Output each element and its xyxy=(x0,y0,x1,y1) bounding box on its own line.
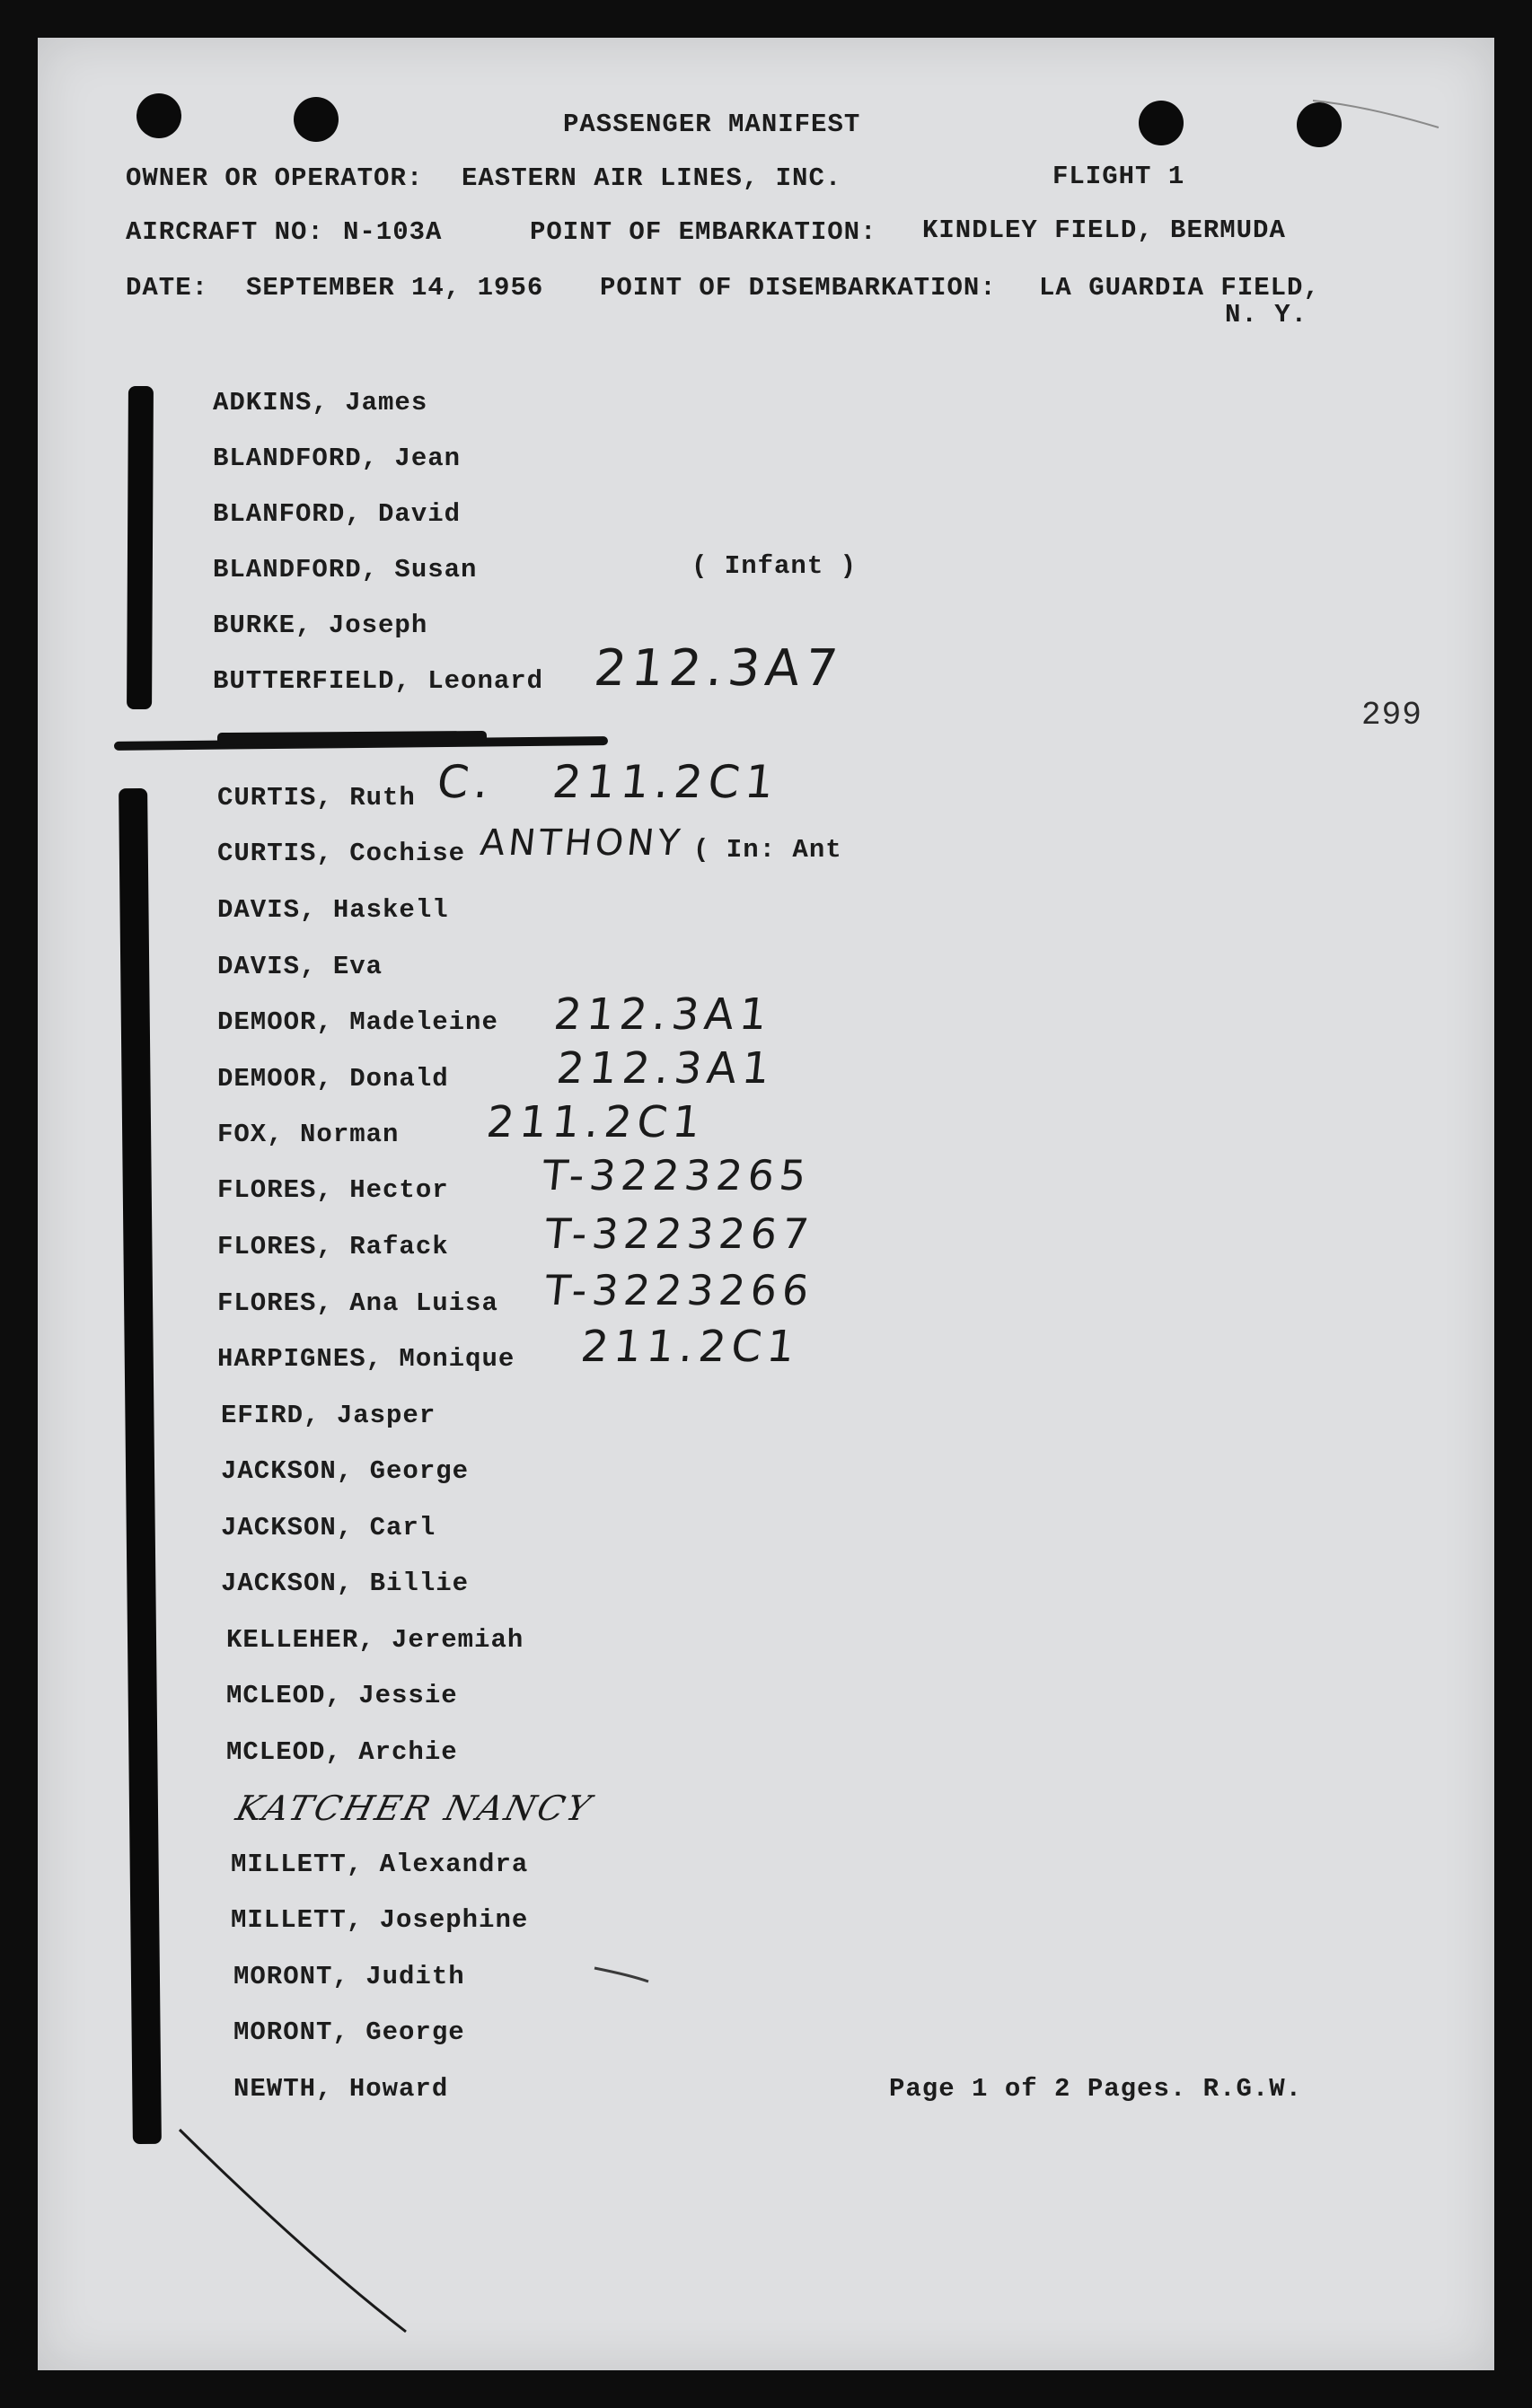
list-item: FLORES, Ana Luisa xyxy=(217,1288,498,1318)
list-item: CURTIS, Cochise xyxy=(217,839,466,868)
embarkation-value: KINDLEY FIELD, BERMUDA xyxy=(922,215,1286,245)
handwritten-code: 212.3A7 xyxy=(591,639,846,698)
handwritten-code: T-3223266 xyxy=(542,1266,817,1314)
handwritten-code: 212.3A1 xyxy=(554,1043,778,1094)
list-item: MILLETT, Josephine xyxy=(231,1905,529,1935)
list-item: BLANDFORD, Jean xyxy=(213,444,462,473)
list-item: FLORES, Rafack xyxy=(217,1232,449,1261)
list-item: DEMOOR, Donald xyxy=(217,1064,449,1094)
list-item: CURTIS, Ruth xyxy=(217,783,416,813)
list-item: MCLEOD, Archie xyxy=(226,1737,458,1767)
page-stamp-number: 299 xyxy=(1361,697,1422,734)
list-item: FOX, Norman xyxy=(217,1120,400,1149)
list-item: EFIRD, Jasper xyxy=(221,1401,436,1430)
list-item: MORONT, Judith xyxy=(233,1962,465,1991)
list-item: FLORES, Hector xyxy=(217,1175,449,1205)
list-item: HARPIGNES, Monique xyxy=(217,1344,515,1374)
handwritten-code: 211.2C1 xyxy=(578,1322,803,1372)
list-item: MILLETT, Alexandra xyxy=(231,1850,529,1879)
handwritten-name-insert: KATCHER NANCY xyxy=(232,1788,597,1828)
list-item: JACKSON, George xyxy=(221,1456,470,1486)
aircraft-value: N-103A xyxy=(343,217,443,247)
list-item: BUTTERFIELD, Leonard xyxy=(213,666,544,696)
list-item: KELLEHER, Jeremiah xyxy=(226,1625,524,1655)
page-title: PASSENGER MANIFEST xyxy=(563,110,861,139)
list-item: ADKINS, James xyxy=(213,388,428,417)
list-item: MORONT, George xyxy=(233,2017,465,2047)
pen-marks xyxy=(38,38,1494,2370)
list-item: BLANFORD, David xyxy=(213,499,462,529)
flight-number: FLIGHT 1 xyxy=(1052,162,1185,191)
disembarkation-label: POINT OF DISEMBARKATION: xyxy=(600,273,997,303)
aircraft-label: AIRCRAFT NO: xyxy=(126,217,324,247)
embarkation-label: POINT OF EMBARKATION: xyxy=(530,217,877,247)
date-value: SEPTEMBER 14, 1956 xyxy=(246,273,544,303)
date-label: DATE: xyxy=(126,273,209,303)
pen-stroke xyxy=(1313,101,1439,127)
owner-value: EASTERN AIR LINES, INC. xyxy=(462,163,842,193)
handwritten-code: 211.2C1 xyxy=(484,1097,709,1147)
owner-label: OWNER OR OPERATOR: xyxy=(126,163,424,193)
list-item: DAVIS, Haskell xyxy=(217,895,449,925)
list-item: DEMOOR, Madeleine xyxy=(217,1007,498,1037)
pen-stroke xyxy=(594,1968,648,1982)
list-item: JACKSON, Carl xyxy=(221,1513,436,1542)
handwritten-code: T-3223267 xyxy=(542,1209,817,1258)
list-item: MCLEOD, Jessie xyxy=(226,1681,458,1710)
page-footer: Page 1 of 2 Pages. R.G.W. xyxy=(889,2074,1303,2104)
disembarkation-value-2: N. Y. xyxy=(1225,300,1308,330)
list-item: NEWTH, Howard xyxy=(233,2074,449,2104)
list-item: BLANDFORD, Susan xyxy=(213,555,478,584)
manifest-page xyxy=(38,38,1494,2370)
handwritten-code: C. 211.2C1 xyxy=(434,756,782,808)
disembarkation-value: LA GUARDIA FIELD, xyxy=(1039,273,1320,303)
handwritten-code: T-3223265 xyxy=(540,1151,814,1200)
handwritten-code: 212.3A1 xyxy=(551,989,775,1040)
passenger-note: ( In: Ant xyxy=(693,835,842,865)
pen-stroke xyxy=(180,2130,406,2332)
list-item: BURKE, Joseph xyxy=(213,611,428,640)
handwritten-code: ANTHONY xyxy=(478,822,686,864)
list-item: DAVIS, Eva xyxy=(217,952,383,981)
passenger-note: ( Infant ) xyxy=(691,551,858,581)
list-item: JACKSON, Billie xyxy=(221,1569,470,1598)
